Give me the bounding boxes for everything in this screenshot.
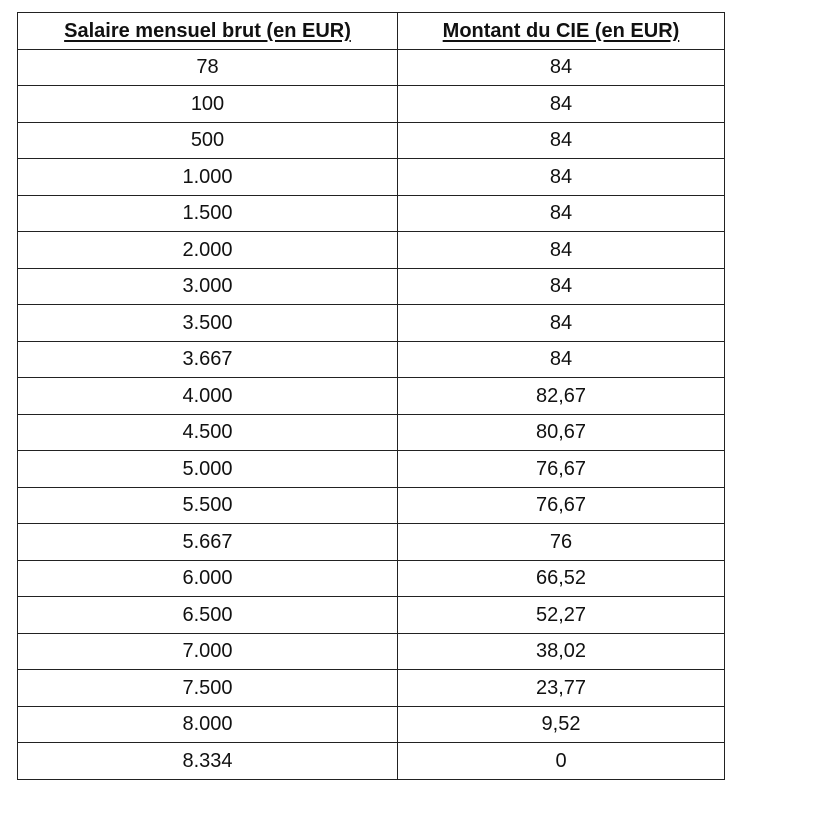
salary-cell: 2.000 — [18, 232, 398, 269]
table-row — [18, 414, 725, 451]
cie-amount-cell: 84 — [398, 232, 725, 269]
table-row — [18, 232, 725, 269]
cie-amount-cell: 84 — [398, 195, 725, 232]
cie-amount-cell: 76 — [398, 524, 725, 561]
table-row — [18, 195, 725, 232]
cie-amount-cell: 38,02 — [398, 633, 725, 670]
header-salary-label: Salaire mensuel brut (en EUR) — [64, 19, 351, 42]
salary-cell: 7.500 — [18, 670, 398, 707]
table-row — [18, 451, 725, 488]
table-row — [18, 524, 725, 561]
cie-amount-cell: 84 — [398, 341, 725, 378]
salary-cell: 3.000 — [18, 268, 398, 305]
cie-amount-cell: 84 — [398, 268, 725, 305]
salary-cell: 6.000 — [18, 560, 398, 597]
salary-cell: 3.667 — [18, 341, 398, 378]
table-row — [18, 633, 725, 670]
salary-cell: 5.000 — [18, 451, 398, 488]
salary-cell: 5.500 — [18, 487, 398, 524]
table-row — [18, 743, 725, 780]
salary-cell: 8.000 — [18, 706, 398, 743]
cie-amount-cell: 80,67 — [398, 414, 725, 451]
cie-amount-cell: 84 — [398, 159, 725, 196]
table-row — [18, 341, 725, 378]
table-row — [18, 159, 725, 196]
cie-table — [17, 12, 725, 780]
table-row — [18, 487, 725, 524]
cie-amount-cell: 84 — [398, 122, 725, 159]
table-row — [18, 378, 725, 415]
table-row — [18, 706, 725, 743]
table-row — [18, 560, 725, 597]
salary-cell: 3.500 — [18, 305, 398, 342]
header-cie-amount — [398, 13, 725, 50]
table-row — [18, 86, 725, 123]
salary-cell: 8.334 — [18, 743, 398, 780]
cie-amount-cell: 82,67 — [398, 378, 725, 415]
salary-cell: 6.500 — [18, 597, 398, 634]
table-row — [18, 597, 725, 634]
table-header-row — [18, 13, 725, 50]
table-body — [18, 49, 725, 779]
header-cie-amount-label: Montant du CIE (en EUR) — [442, 19, 680, 42]
cie-amount-cell: 66,52 — [398, 560, 725, 597]
table-row — [18, 268, 725, 305]
cie-amount-cell: 0 — [398, 743, 725, 780]
cie-table-container — [17, 12, 725, 780]
cie-amount-cell: 9,52 — [398, 706, 725, 743]
cie-amount-cell: 76,67 — [398, 487, 725, 524]
salary-cell: 4.500 — [18, 414, 398, 451]
salary-cell: 1.500 — [18, 195, 398, 232]
salary-cell: 100 — [18, 86, 398, 123]
table-row — [18, 670, 725, 707]
salary-cell: 7.000 — [18, 633, 398, 670]
cie-amount-cell: 84 — [398, 305, 725, 342]
salary-cell: 5.667 — [18, 524, 398, 561]
salary-cell: 1.000 — [18, 159, 398, 196]
table-row — [18, 305, 725, 342]
cie-amount-cell: 84 — [398, 49, 725, 86]
cie-amount-cell: 76,67 — [398, 451, 725, 488]
table-row — [18, 122, 725, 159]
cie-amount-cell: 23,77 — [398, 670, 725, 707]
salary-cell: 78 — [18, 49, 398, 86]
cie-amount-cell: 84 — [398, 86, 725, 123]
salary-cell: 500 — [18, 122, 398, 159]
cie-amount-cell: 52,27 — [398, 597, 725, 634]
salary-cell: 4.000 — [18, 378, 398, 415]
table-row — [18, 49, 725, 86]
header-salary — [18, 13, 398, 50]
